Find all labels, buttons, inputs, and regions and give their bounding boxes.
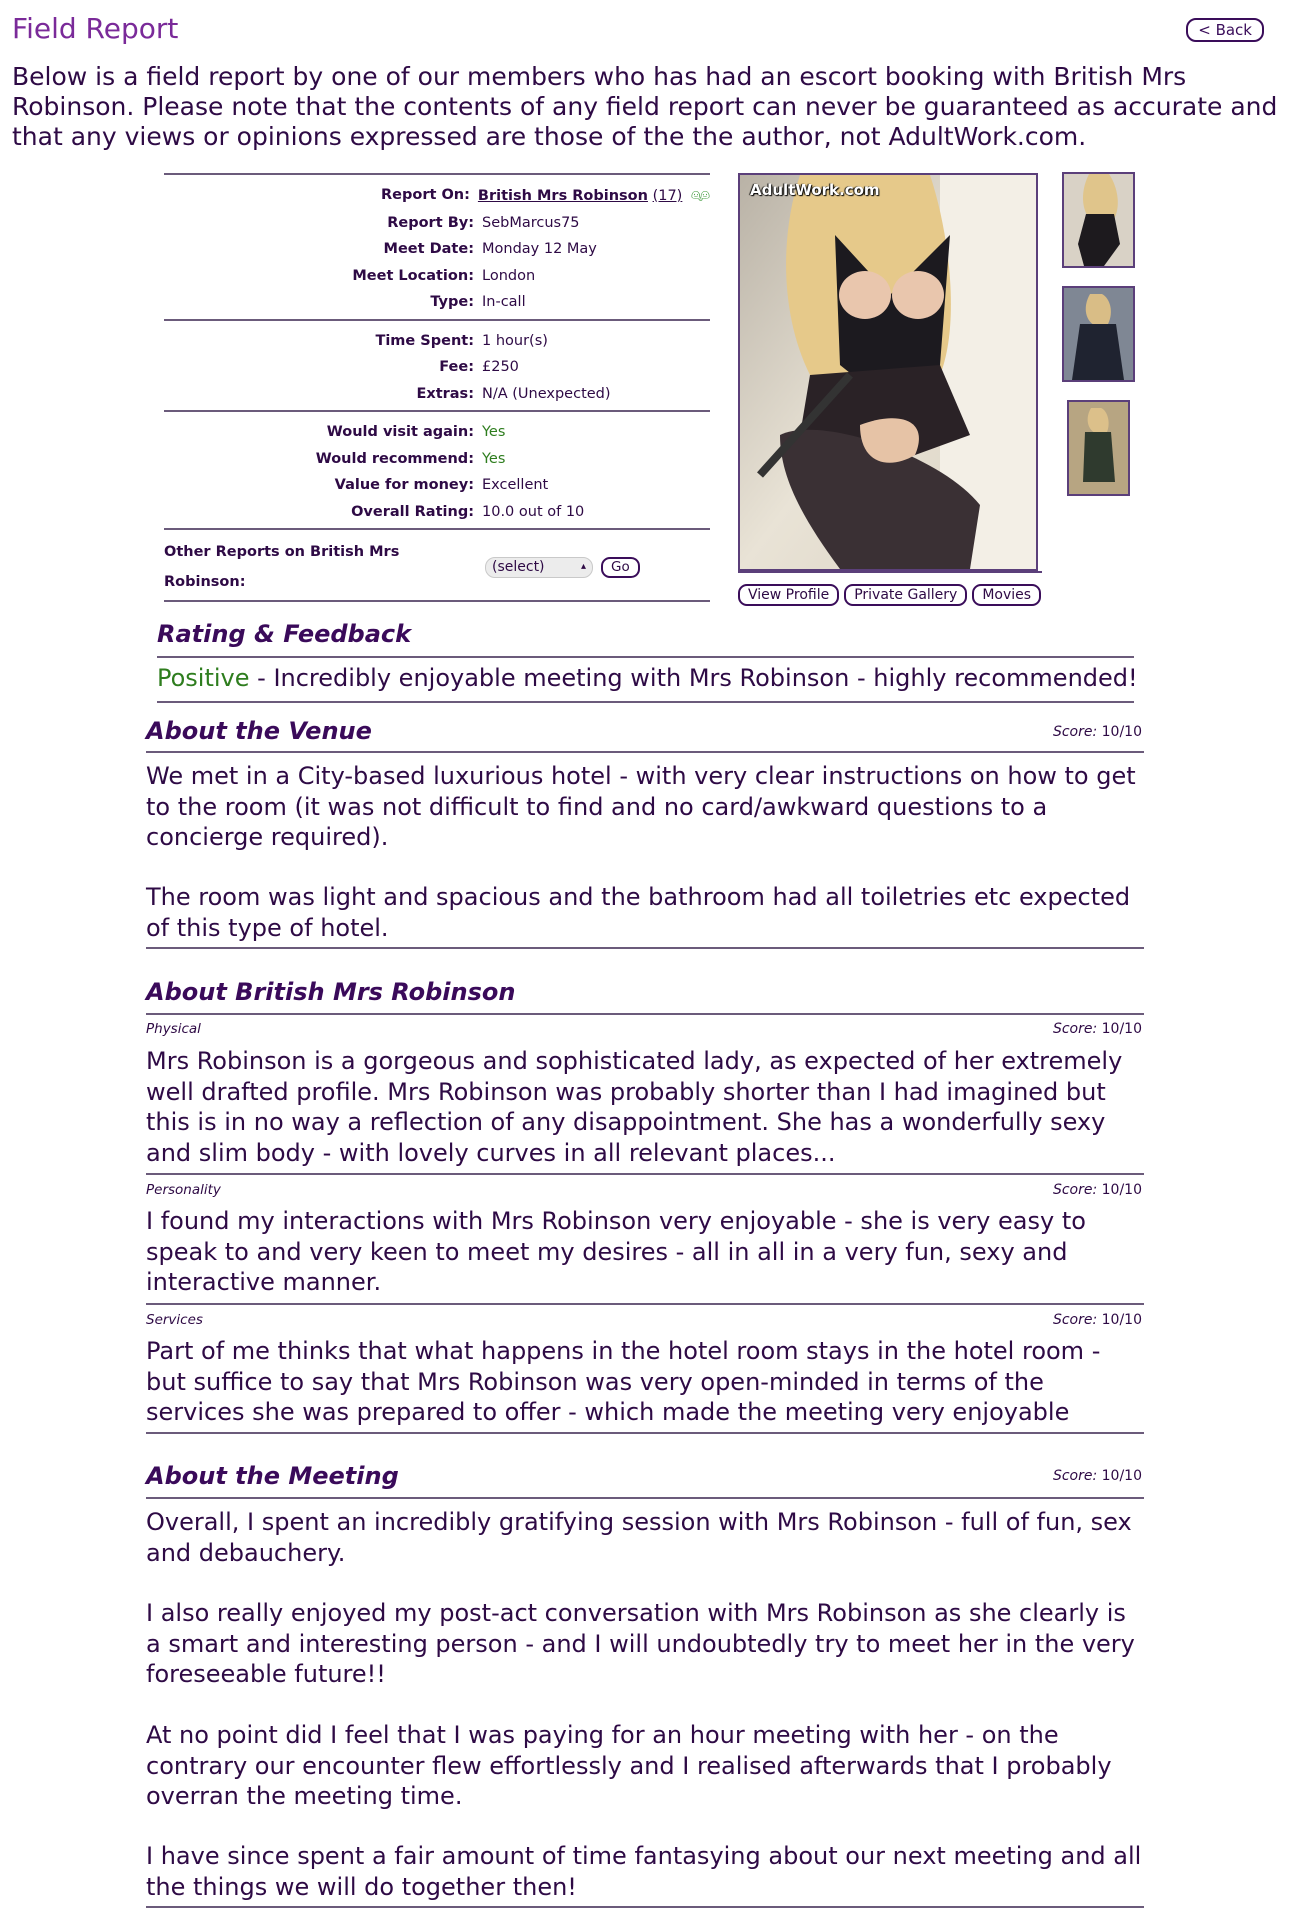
rating-divider-top [157,656,1134,658]
meeting-paragraph-1: Overall, I spent an incredibly gratifying session with Mrs Robinson - full of fun, sex and debauchery. [146,1508,1132,1567]
personality-score [1053,1182,1142,1198]
thumbnail-2-image [1064,288,1133,380]
report-count-link[interactable]: (17) [652,188,683,204]
extras-value: N/A (Unexpected) [482,385,611,402]
venue-heading: About the Venue [146,717,372,745]
personality-divider [146,1303,1144,1305]
personality-score-value: 10/10 [1101,1182,1142,1198]
thumbnail-photo-2[interactable] [1062,286,1135,382]
services-divider [146,1432,1144,1434]
physical-text: Mrs Robinson is a gorgeous and sophisticated lady, as expected of her extremely well drafted profile. Mrs Robinson was probably shorter than I had imagined but this is in no way a reflection of any disappointment. She has a wonderfully sexy and slim body - with lovely curves in all relevant places... [146,1047,1123,1167]
extras-label: Extras: [416,385,474,402]
venue-divider-top [146,751,1144,753]
venue-score-value: 10/10 [1101,724,1142,740]
time-spent-value: 1 hour(s) [482,332,548,349]
meet-date-label: Meet Date: [383,241,474,257]
report-on-label: Report On: [380,187,470,203]
other-reports-label: Other Reports on British Mrs Robinson: [164,544,400,590]
fee-value: £250 [482,359,519,375]
about-person-heading: About British Mrs Robinson [146,978,516,1006]
venue-score-label: Score: [1052,724,1098,740]
summary-group-other [164,528,710,602]
report-summary [164,173,710,602]
select-arrows-icon: ▴ [580,561,586,572]
fee-label: Fee: [439,359,474,375]
meeting-divider-top [146,1497,1144,1499]
venue-score [1053,724,1142,740]
back-button[interactable]: < Back [1186,18,1264,42]
escort-profile-link[interactable]: British Mrs Robinson [477,188,648,204]
main-photo-image [740,175,1036,569]
select-value: (select) [492,559,545,575]
watermark-logo: AdultWork.com [750,181,880,199]
rating-feedback-heading: Rating & Feedback [157,620,412,648]
physical-score-label: Score: [1052,1021,1098,1037]
meeting-paragraph-4: I have since spent a fair amount of time fantasying about our next meeting and all the things we will do together then! [146,1842,1142,1901]
meeting-score [1053,1468,1142,1484]
thumbnail-photo-3[interactable] [1067,400,1130,496]
other-reports-select[interactable] [485,557,593,578]
feedback-sentiment: Positive [157,664,250,692]
visit-again-label: Would visit again: [326,424,474,440]
summary-group-meeting [164,173,710,319]
value-for-money-label: Value for money: [334,477,474,493]
venue-paragraph-2: The room was light and spacious and the bathroom had all toiletries etc expected of this type of hotel. [146,883,1131,942]
photo-divider [738,571,1042,573]
page-title: Field Report [12,12,179,45]
value-for-money-value: Excellent [482,477,549,493]
overall-rating-value: 10.0 out of 10 [482,503,585,520]
about-person-divider [146,1013,1144,1015]
overall-rating-label: Overall Rating: [351,503,474,520]
personality-label: Personality [146,1182,221,1198]
intro-text: Below is a field report by one of our members who has had an escort booking with British Mrs Robinson. Please note that the contents of any field report can never be guaranteed as accurate and that any views or opinions expressed are those of the the author, not AdultWork.com. [12,62,1278,151]
personality-text: I found my interactions with Mrs Robinson very enjoyable - she is very easy to speak to and very keen to meet my desires - all in all in a very fun, sexy and interactive manner. [146,1207,1086,1296]
thumbnail-1-image [1064,174,1133,266]
movies-button[interactable]: Movies [972,584,1041,606]
meeting-divider-bottom [146,1906,1144,1908]
thumbnail-3-image [1069,402,1128,494]
summary-group-verdict [164,410,710,528]
meet-location-label: Meet Location: [352,267,474,284]
services-score-label: Score: [1052,1312,1098,1328]
summary-group-cost [164,319,710,411]
type-value: In-call [482,294,526,310]
couple-icon: 👬︎ [690,186,710,204]
venue-paragraph-1: We met in a City-based luxurious hotel - with very clear instructions on how to get to the room (it was not difficult to find and no card/awkward questions to a concierge required). [146,762,1136,851]
physical-divider [146,1173,1144,1175]
meeting-heading: About the Meeting [146,1462,399,1490]
services-label: Services [146,1312,203,1328]
physical-score-value: 10/10 [1101,1021,1142,1037]
recommend-label: Would recommend: [315,450,474,467]
meeting-score-label: Score: [1052,1468,1098,1484]
services-score-value: 10/10 [1101,1312,1142,1328]
meet-location-value: London [482,267,536,284]
report-by-value: SebMarcus75 [482,214,580,231]
meeting-paragraph-3: At no point did I feel that I was paying for an hour meeting with her - on the contrary our encounter flew effortlessly and I realised afterwards that I probably overran the meeting time. [146,1721,1112,1810]
recommend-value: Yes [482,450,506,467]
meeting-paragraph-2: I also really enjoyed my post-act conversation with Mrs Robinson as she clearly is a smart and interesting person - and I will undoubtedly try to meet her in the very foreseeable future!! [146,1599,1135,1688]
visit-again-value: Yes [482,424,506,440]
profile-button-bar [738,584,1041,606]
rating-divider-bottom [157,701,1134,703]
rating-feedback-text [157,664,1138,692]
private-gallery-button[interactable]: Private Gallery [844,584,967,606]
view-profile-button[interactable]: View Profile [738,584,839,606]
type-label: Type: [430,294,474,310]
go-button[interactable]: Go [601,557,640,578]
thumbnail-photo-1[interactable] [1062,172,1135,268]
physical-score [1053,1021,1142,1037]
services-score [1053,1312,1142,1328]
venue-divider-bottom [146,947,1144,949]
feedback-comment: - Incredibly enjoyable meeting with Mrs Robinson - highly recommended! [249,664,1138,692]
meet-date-value: Monday 12 May [482,241,597,257]
personality-score-label: Score: [1052,1182,1098,1198]
meeting-score-value: 10/10 [1101,1468,1142,1484]
report-by-label: Report By: [387,214,474,231]
services-text: Part of me thinks that what happens in the hotel room stays in the hotel room - but suffice to say that Mrs Robinson was very open-minded in terms of the services she was prepared to offer - which made the meeting very enjoyable [146,1337,1101,1426]
time-spent-label: Time Spent: [375,332,474,349]
main-profile-photo[interactable] [738,173,1038,571]
physical-label: Physical [146,1021,201,1037]
